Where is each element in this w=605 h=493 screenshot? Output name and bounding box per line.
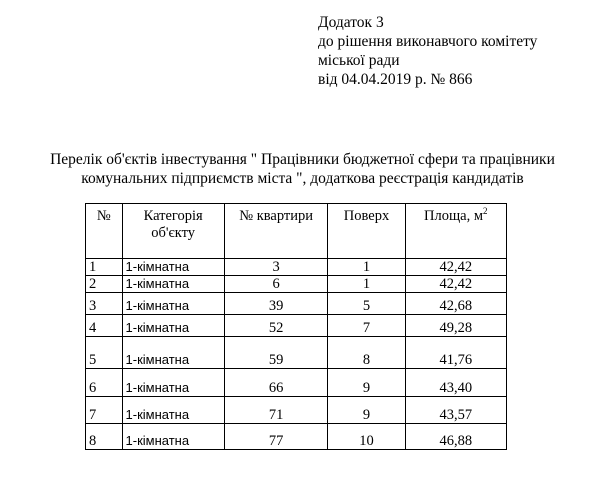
cell-floor: 9	[328, 369, 405, 397]
table-header-row	[86, 204, 507, 259]
cell-floor: 9	[328, 397, 405, 424]
header-category-line2: об'єкту	[151, 225, 196, 241]
cell-number: 4	[86, 315, 123, 337]
title-line: Перелік об'єктів інвестування " Працівники бюджетної сфери та працівники	[50, 151, 555, 168]
cell-floor: 1	[328, 276, 405, 293]
table-row	[86, 337, 507, 369]
header-apartment: № квартири	[224, 204, 328, 259]
cell-area: 43,57	[405, 397, 506, 424]
cell-floor: 7	[328, 315, 405, 337]
appendix-line: Додаток 3	[318, 14, 384, 31]
appendix-line: від 04.04.2019 р. № 866	[318, 71, 473, 88]
cell-category: 1-кімнатна	[122, 315, 224, 337]
cell-apartment: 77	[224, 424, 328, 450]
cell-apartment: 6	[224, 276, 328, 293]
cell-area: 42,68	[405, 293, 506, 315]
cell-apartment: 3	[224, 259, 328, 276]
cell-floor: 1	[328, 259, 405, 276]
cell-number: 5	[86, 337, 123, 369]
table-row	[86, 315, 507, 337]
cell-number: 3	[86, 293, 123, 315]
cell-category: 1-кімнатна	[122, 259, 224, 276]
cell-category: 1-кімнатна	[122, 276, 224, 293]
header-category	[122, 204, 224, 259]
cell-number: 8	[86, 424, 123, 450]
cell-number: 2	[86, 276, 123, 293]
title-line: комунальних підприємств міста ", додаткова реєстрація кандидатів	[81, 170, 524, 187]
table-row	[86, 259, 507, 276]
cell-apartment: 59	[224, 337, 328, 369]
cell-floor: 5	[328, 293, 405, 315]
cell-category: 1-кімнатна	[122, 397, 224, 424]
table-row	[86, 424, 507, 450]
cell-number: 6	[86, 369, 123, 397]
cell-area: 43,40	[405, 369, 506, 397]
table-row	[86, 276, 507, 293]
cell-number: 1	[86, 259, 123, 276]
cell-area: 42,42	[405, 276, 506, 293]
cell-floor: 10	[328, 424, 405, 450]
cell-category: 1-кімнатна	[122, 293, 224, 315]
cell-number: 7	[86, 397, 123, 424]
document-title	[0, 150, 605, 188]
table-row	[86, 397, 507, 424]
appendix-line: міської ради	[318, 52, 400, 69]
cell-category: 1-кімнатна	[122, 369, 224, 397]
header-number: №	[86, 204, 123, 259]
cell-area: 46,88	[405, 424, 506, 450]
table-row	[86, 293, 507, 315]
cell-apartment: 39	[224, 293, 328, 315]
header-area	[405, 204, 506, 259]
cell-category: 1-кімнатна	[122, 424, 224, 450]
header-area-exponent: 2	[483, 206, 488, 217]
cell-area: 41,76	[405, 337, 506, 369]
cell-apartment: 52	[224, 315, 328, 337]
cell-area: 49,28	[405, 315, 506, 337]
cell-category: 1-кімнатна	[122, 337, 224, 369]
header-floor: Поверх	[328, 204, 405, 259]
appendix-line: до рішення виконавчого комітету	[318, 33, 538, 50]
cell-apartment: 71	[224, 397, 328, 424]
cell-area: 42,42	[405, 259, 506, 276]
header-area-text: Площа, м	[424, 208, 484, 224]
header-category-line1: Категорія	[143, 208, 203, 224]
cell-apartment: 66	[224, 369, 328, 397]
cell-floor: 8	[328, 337, 405, 369]
appendix-note	[318, 13, 537, 89]
objects-table	[85, 203, 507, 450]
table-row	[86, 369, 507, 397]
